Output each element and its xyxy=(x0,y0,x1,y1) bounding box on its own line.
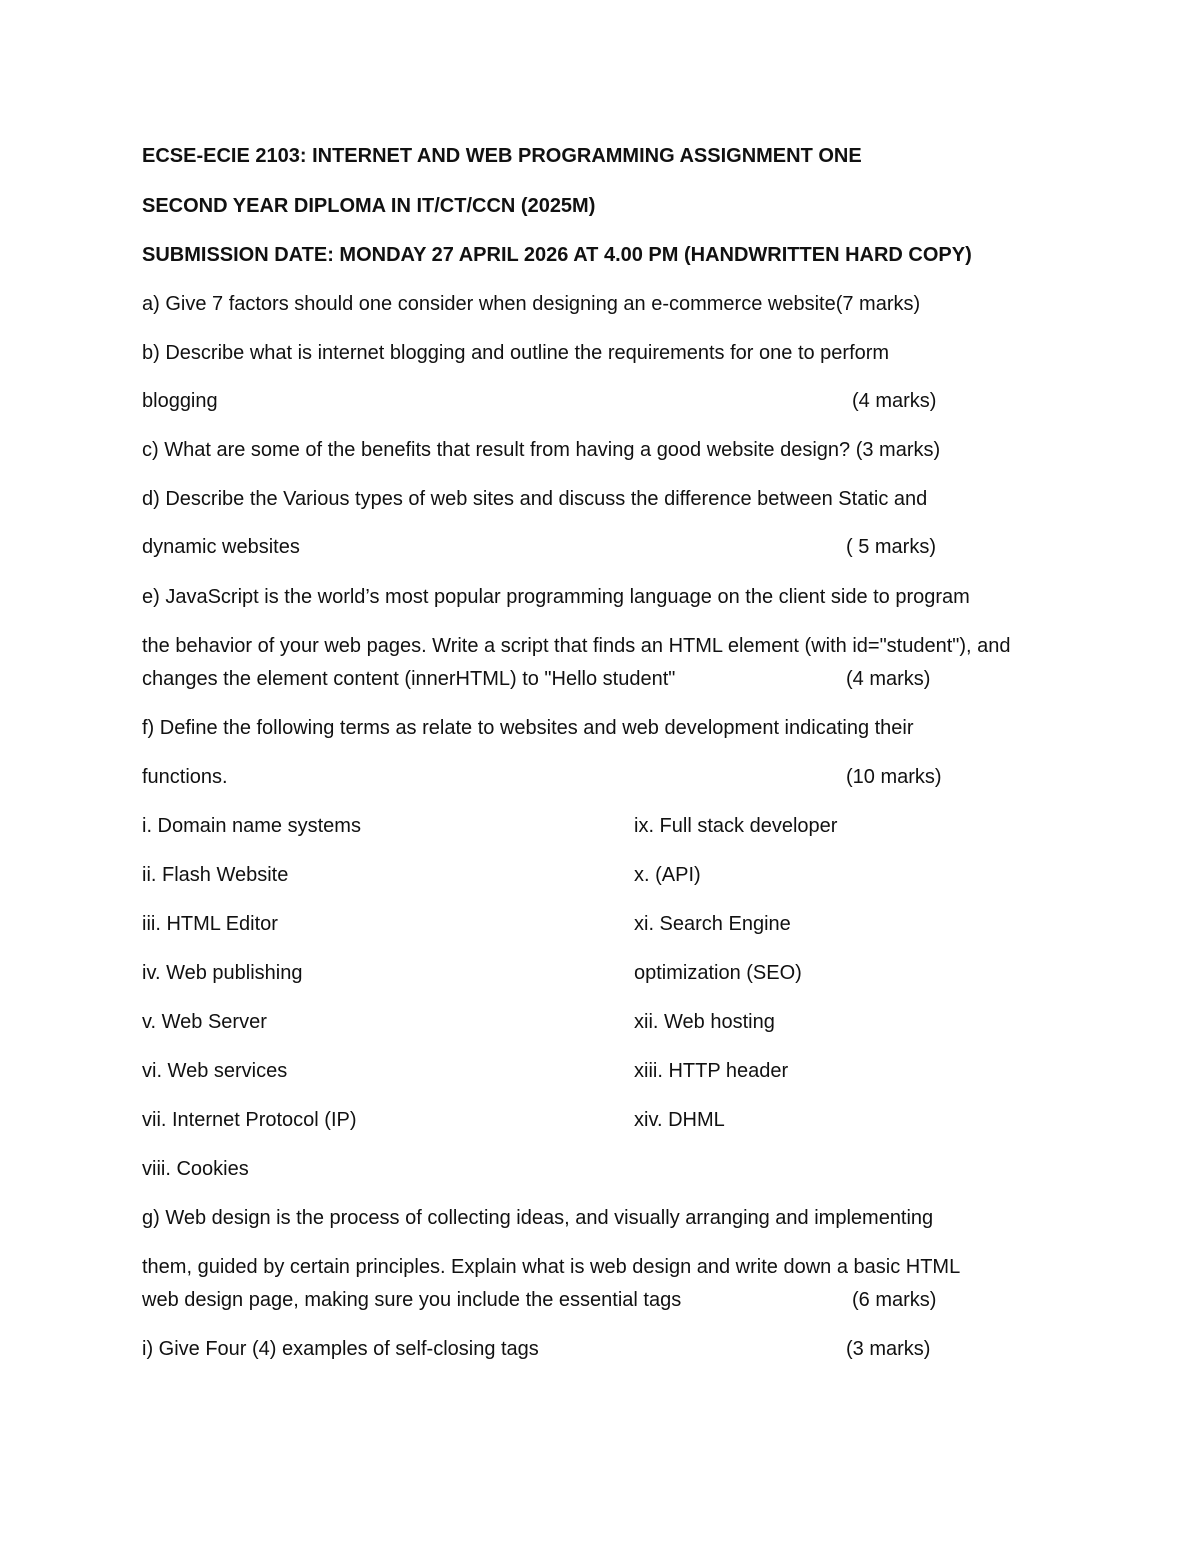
question-e-line3: changes the element content (innerHTML) to "Hello student" xyxy=(142,668,676,690)
term-item: iii. HTML Editor xyxy=(142,913,278,935)
question-b-line2: blogging xyxy=(142,390,218,412)
term-item: x. (API) xyxy=(634,864,701,886)
term-item: xiii. HTTP header xyxy=(634,1060,789,1082)
question-g-line2: them, guided by certain principles. Explain what is web design and write down a basic HTML xyxy=(142,1256,961,1278)
term-item: vii. Internet Protocol (IP) xyxy=(142,1109,357,1131)
program-title: SECOND YEAR DIPLOMA IN IT/CT/CCN (2025M) xyxy=(142,195,596,217)
term-item: xi. Search Engine xyxy=(634,913,791,935)
question-b-line1: b) Describe what is internet blogging and outline the requirements for one to perform xyxy=(142,342,890,364)
term-item: xii. Web hosting xyxy=(634,1011,775,1033)
question-g-line3: web design page, making sure you include the essential tags xyxy=(142,1289,682,1311)
term-item: ix. Full stack developer xyxy=(634,815,838,837)
term-item: iv. Web publishing xyxy=(142,962,303,984)
question-e-marks: (4 marks) xyxy=(846,668,931,690)
question-a: a) Give 7 factors should one consider when designing an e-commerce website(7 marks) xyxy=(142,293,921,315)
course-title: ECSE-ECIE 2103: INTERNET AND WEB PROGRAMMING ASSIGNMENT ONE xyxy=(142,145,862,167)
question-e-line2: the behavior of your web pages. Write a script that finds an HTML element (with id="student"), and xyxy=(142,635,1011,657)
question-d-line2: dynamic websites xyxy=(142,536,300,558)
question-f-marks: (10 marks) xyxy=(846,766,942,788)
question-f-line2: functions. xyxy=(142,766,228,788)
term-item: vi. Web services xyxy=(142,1060,288,1082)
question-i-marks: (3 marks) xyxy=(846,1338,931,1360)
question-e-line1: e) JavaScript is the world’s most popular programming language on the client side to program xyxy=(142,586,970,608)
term-item: xiv. DHML xyxy=(634,1109,725,1131)
term-item: viii. Cookies xyxy=(142,1158,249,1180)
question-b-marks: (4 marks) xyxy=(852,390,937,412)
question-d-line1: d) Describe the Various types of web sites and discuss the difference between Static and xyxy=(142,488,928,510)
term-item: optimization (SEO) xyxy=(634,962,802,984)
term-item: v. Web Server xyxy=(142,1011,267,1033)
question-d-marks: ( 5 marks) xyxy=(846,536,936,558)
question-i: i) Give Four (4) examples of self-closing tags xyxy=(142,1338,539,1360)
term-item: i. Domain name systems xyxy=(142,815,361,837)
term-item: ii. Flash Website xyxy=(142,864,289,886)
question-g-marks: (6 marks) xyxy=(852,1289,937,1311)
question-f-line1: f) Define the following terms as relate to websites and web development indicating their xyxy=(142,717,914,739)
question-g-line1: g) Web design is the process of collecting ideas, and visually arranging and implementing xyxy=(142,1207,934,1229)
submission-date: SUBMISSION DATE: MONDAY 27 APRIL 2026 AT 4.00 PM (HANDWRITTEN HARD COPY) xyxy=(142,244,972,266)
question-c: c) What are some of the benefits that result from having a good website design? (3 marks) xyxy=(142,439,941,461)
